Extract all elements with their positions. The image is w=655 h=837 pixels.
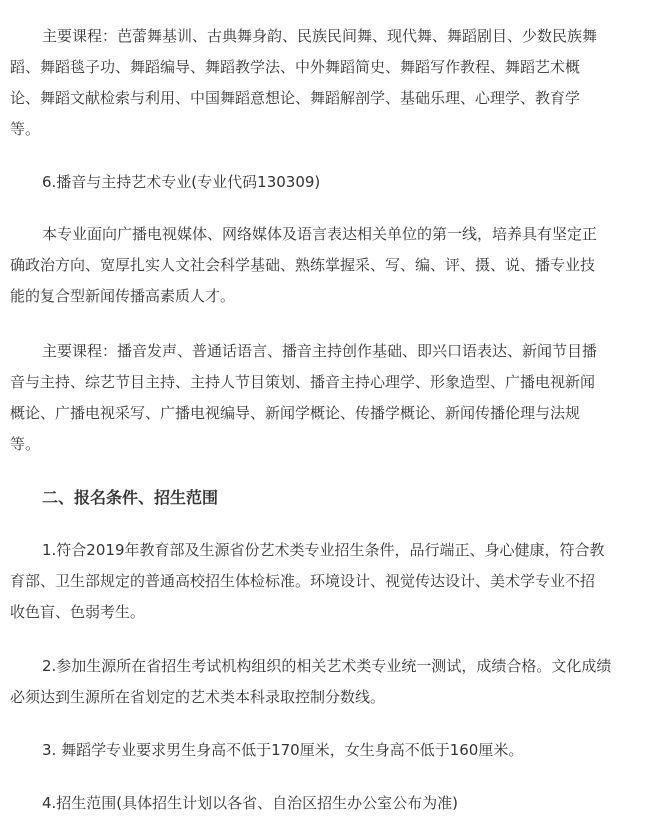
text-line: 主要课程：芭蕾舞基训、古典舞身韵、民族民间舞、现代舞、舞蹈剧目、少数民族舞 (42, 27, 598, 45)
text-line: 6.播音与主持艺术专业(专业代码130309) (42, 173, 321, 191)
text-line: 育部、卫生部规定的普通高校招生体检标准。环境设计、视觉传达设计、美术学专业不招 (10, 572, 596, 590)
text-line: 4.招生范围(具体招生计划以各省、自治区招生办公室公布为准) (42, 794, 459, 812)
paragraph-condition-4 (42, 788, 642, 819)
text-line: 论、舞蹈文献检索与利用、中国舞蹈意想论、舞蹈解剖学、基础乐理、心理学、教育学 (10, 89, 581, 107)
text-line: 等。 (10, 120, 41, 138)
paragraph-dance-courses (10, 21, 642, 145)
text-line: 1.符合2019年教育部及生源省份艺术类专业招生条件，品行端正、身心健康，符合教 (42, 541, 605, 559)
text-line: 3. 舞蹈学专业要求男生身高不低于170厘米，女生身高不低于160厘米。 (42, 741, 524, 759)
text-line: 主要课程：播音发声、普通话语言、播音主持创作基础、即兴口语表达、新闻节目播 (42, 342, 598, 360)
text-line: 音与主持、综艺节目主持、主持人节目策划、播音主持心理学、形象造型、广播电视新闻 (10, 373, 596, 391)
text-line: 蹈、舞蹈毯子功、舞蹈编导、舞蹈教学法、中外舞蹈简史、舞蹈写作教程、舞蹈艺术概 (10, 58, 581, 76)
text-line: 本专业面向广播电视媒体、网络媒体及语言表达相关单位的第一线，培养具有坚定正 (42, 225, 598, 243)
section-heading (42, 482, 642, 513)
paragraph-broadcast-major-title (42, 167, 642, 198)
text-line: 确政治方向、宽厚扎实人文社会科学基础、熟练掌握采、写、编、评、摄、说、播专业技 (10, 256, 596, 274)
text-line: 等。 (10, 435, 41, 453)
text-line: 2.参加生源所在省招生考试机构组织的相关艺术类专业统一测试，成绩合格。文化成绩 (42, 657, 612, 675)
paragraph-condition-1 (10, 535, 642, 628)
text-line: 二、报名条件、招生范围 (42, 488, 219, 507)
text-line: 收色盲、色弱考生。 (10, 603, 146, 621)
text-line: 概论、广播电视采写、广播电视编导、新闻学概论、传播学概论、新闻传播伦理与法规 (10, 404, 581, 422)
text-line: 必须达到生源所在省划定的艺术类本科录取控制分数线。 (10, 688, 386, 706)
paragraph-condition-2 (10, 651, 642, 713)
paragraph-broadcast-courses (10, 336, 642, 460)
paragraph-condition-3 (42, 735, 642, 766)
text-line: 能的复合型新闻传播高素质人才。 (10, 287, 236, 305)
paragraph-broadcast-intro (10, 219, 642, 312)
